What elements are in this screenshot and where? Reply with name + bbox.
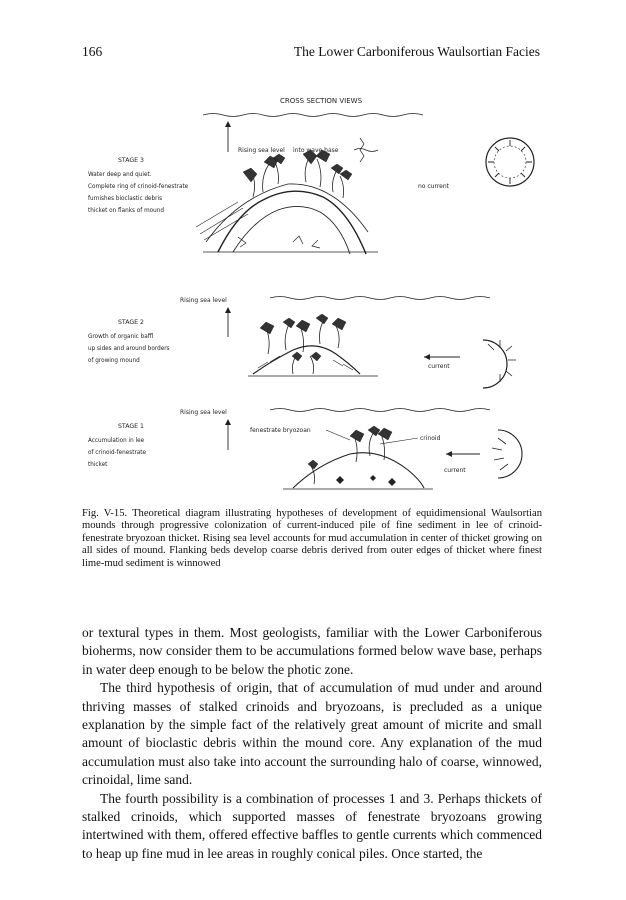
stage1-crinoid-label: crinoid	[420, 435, 441, 442]
stage3-line-3: furnishes bioclastic debris	[88, 196, 163, 202]
stage3-wave-base-mark	[354, 149, 378, 152]
body-text	[82, 624, 542, 863]
stage1-sediment-grains	[336, 475, 396, 486]
stage1-crinoid-crowns	[308, 426, 392, 469]
paragraph-3: The fourth possibility is a combination of processes 1 and 3. Perhaps thickets of stalked crinoids, which supported masses of fenestrate bryozoans growing intertwined with them, offered effective baffles to gentle currents which commenced to heap up fine mud in lee areas in roughly conical piles. Once started, the	[82, 790, 542, 861]
stage2-line-2: up sides and around borders	[88, 346, 170, 352]
page-number: 166	[82, 44, 103, 59]
stage2-line-1: Growth of organic baffl	[88, 334, 154, 340]
stage1-plan-arc	[498, 430, 522, 478]
stage3-wave-label: into wave base	[293, 147, 339, 154]
stage1-line-1: Accumulation in lee	[88, 438, 145, 444]
running-title: The Lower Carboniferous Waulsortian Facies	[293, 44, 540, 59]
stage3-flank-debris	[196, 202, 248, 240]
stage3-line-4: thicket on flanks of mound	[88, 208, 164, 214]
stage1-line-2: of crinoid-fenestrate	[88, 450, 147, 456]
stage3-wave-base-line	[360, 138, 364, 162]
stage3-core-fossils	[238, 236, 320, 248]
stage1-sea-surface	[270, 409, 490, 412]
stage2-sea-surface	[270, 297, 490, 300]
stage3-arrow-head	[225, 121, 231, 127]
figure-title: CROSS SECTION VIEWS	[279, 97, 363, 105]
stage3-line-2: Complete ring of crinoid-fenestrate	[88, 184, 189, 190]
stage1-arrow-head	[225, 419, 231, 425]
stage3-current-label: no current	[418, 183, 450, 190]
stage2-line-3: of growing mound	[88, 358, 140, 364]
stage3-plan-spokes	[488, 140, 532, 184]
stage2-current-label: current	[428, 363, 450, 370]
stage3-crinoid-crowns	[243, 150, 352, 182]
stage2-arrow-head	[225, 307, 231, 313]
stage3-sea-surface	[203, 114, 423, 117]
stage1-crinoid-leader	[380, 438, 418, 444]
stage1-sea-label: Rising sea level	[180, 409, 227, 416]
stage3-line-1: Water deep and quiet.	[88, 172, 152, 178]
paragraph-1: or textural types in them. Most geologists, familiar with the Lower Carboniferous bioherms, now consider them to be accumulations formed below wave base, perhaps in water deep enough to be below the photic zone.	[82, 625, 542, 677]
cross-section-figure	[88, 92, 543, 492]
stage3-heading: STAGE 3	[118, 157, 144, 164]
stage1-bryozoan-leader	[326, 430, 350, 440]
stage2-flank-debris	[258, 356, 353, 370]
paragraph-2: The third hypothesis of origin, that of accumulation of mud under and around thriving masses of stalked crinoids and bryozoans, is precluded as a unique explanation by the simple fact of the relatively great amount of micrite and small amount of bioclastic debris within the mound core. Any explanation of the mud accumulation must also take into account the surrounding halo of coarse, winnowed, crinoidal, lime sand.	[82, 680, 542, 788]
stage1-current-arrow-head	[446, 451, 452, 457]
stage2-heading: STAGE 2	[118, 319, 144, 326]
stage1-current-label: current	[444, 467, 466, 474]
figure-caption: Fig. V-15. Theoretical diagram illustrating hypotheses of development of equidimensional Waulsortian mounds through progressive colonization of current-induced pile of fine sediment in lee of crinoid-fenestrate bryozoan thicket. Rising sea level accounts for mud accumulation in center of thicket growing on all sides of mound. Flanking beds develop coarse debris derived from outer edges of thicket where finest lime-mud sediment is winnowed	[82, 508, 542, 569]
stage2-plan-arc	[483, 340, 507, 388]
stage1-mud-pile	[293, 453, 424, 488]
stage1-plan-spokes	[492, 438, 508, 470]
stage3-sea-label: Rising sea level	[238, 147, 285, 154]
stage2-current-arrow-head	[424, 354, 430, 360]
stage2-plan-spokes	[488, 340, 516, 382]
stage1-line-3: thicket	[88, 462, 108, 468]
stage3-mound-inner	[233, 206, 350, 254]
stage1-heading: STAGE 1	[118, 423, 144, 430]
stage2-sea-label: Rising sea level	[180, 297, 227, 304]
stage3-mound-core	[218, 191, 366, 254]
stage1-bryozoan-label: fenestrate bryozoan	[250, 427, 311, 434]
